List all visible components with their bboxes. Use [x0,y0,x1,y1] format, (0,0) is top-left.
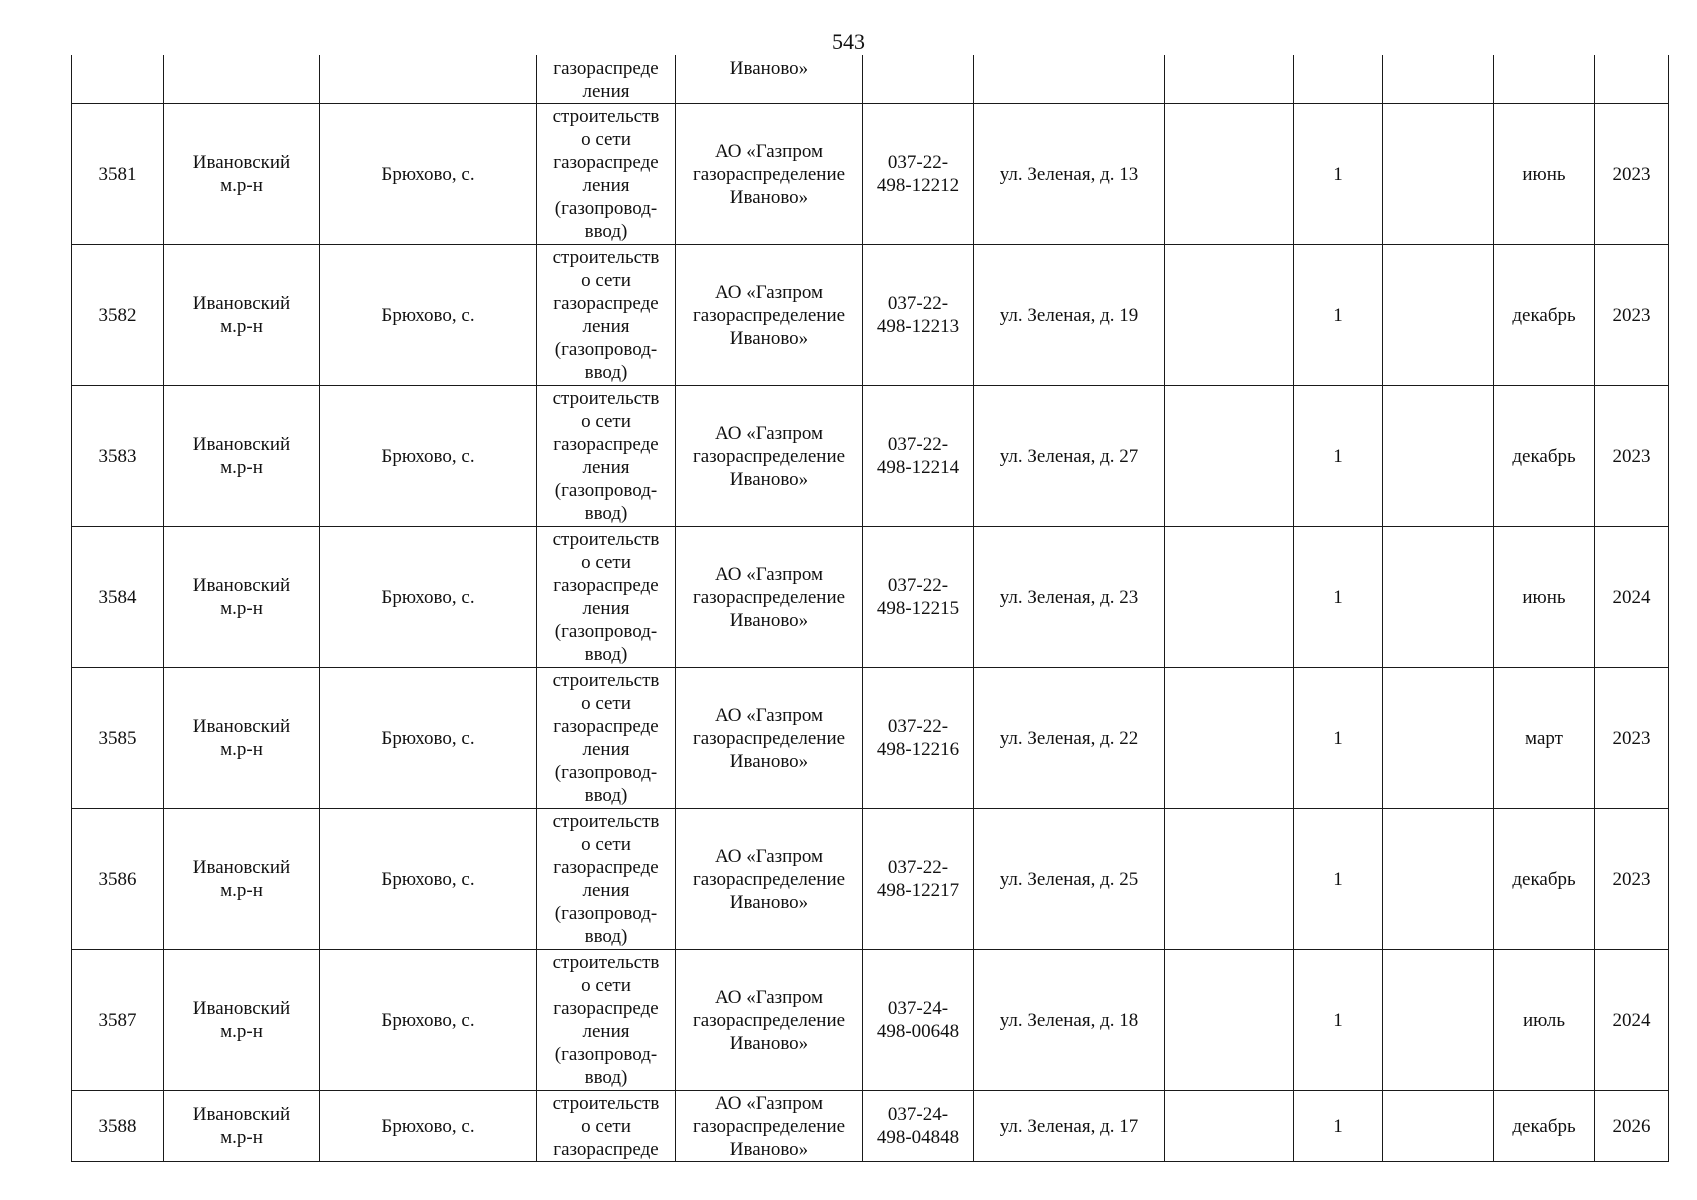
cell-line: строительств [552,670,660,691]
cell-line: 037-22- [887,857,949,878]
cell-line: о сети [581,834,631,855]
cell-text: Брюхово, с. [381,727,475,749]
cell-line: строительств [552,106,660,127]
cell-number [72,1091,164,1162]
cell-line: Иваново» [729,327,809,349]
cell-text: июнь [1522,586,1566,608]
cell-line: ввод) [584,221,628,242]
cell-line: (газопровод- [554,339,658,360]
cell-line: газораспреде [553,434,659,455]
cell-line: 037-22- [887,716,949,737]
cell-locality [320,950,537,1091]
cell-month [1494,668,1595,809]
cell-text: 1 [1333,163,1343,185]
cell-empty [1383,104,1494,245]
cell-district [164,809,320,950]
cell-line: м.р-н [220,175,263,196]
cell-district [164,55,320,104]
cell-text: ул. Зеленая, д. 25 [999,868,1139,890]
table-row [72,386,1669,527]
cell-quantity [1294,55,1383,104]
cell-text: ул. Зеленая, д. 18 [999,1009,1139,1031]
cell-empty [1383,809,1494,950]
cell-empty [1383,668,1494,809]
cell-text: ул. Зеленая, д. 19 [999,304,1139,326]
cell-locality [320,668,537,809]
cell-line: газораспределение [692,1115,846,1137]
cell-organization [676,55,863,104]
cell-text: 3583 [98,445,137,467]
cell-district [164,950,320,1091]
cell-line: (газопровод- [554,762,658,783]
cell-line: газораспределение [692,586,846,608]
cell-line: (газопровод- [554,903,658,924]
cell-line: АО «Газпром [714,281,824,303]
cell-line: газораспреде [553,1138,659,1160]
cell-line: АО «Газпром [714,845,824,867]
cell-year [1595,386,1669,527]
cell-number [72,386,164,527]
cell-text: декабрь [1512,1115,1576,1137]
cell-text: 3586 [98,868,137,890]
cell-text: Брюхово, с. [381,445,475,467]
cell-organization [676,1091,863,1162]
cell-empty [1383,527,1494,668]
cell-code [863,55,974,104]
cell-empty [1165,527,1294,668]
cell-line: Иваново» [729,609,809,631]
cell-text: ул. Зеленая, д. 22 [999,727,1139,749]
cell-code [863,1091,974,1162]
cell-text: 1 [1333,445,1343,467]
cell-line: газораспределение [692,163,846,185]
cell-line: Иваново» [729,1032,809,1054]
cell-empty [1165,668,1294,809]
cell-line: ления [582,175,630,196]
cell-year [1595,950,1669,1091]
cell-line: Ивановский [192,998,291,1019]
cell-number [72,527,164,668]
cell-month [1494,950,1595,1091]
cell-line: м.р-н [220,316,263,337]
cell-district [164,386,320,527]
cell-year [1595,809,1669,950]
cell-work-type [537,245,676,386]
cell-line: (газопровод- [554,621,658,642]
cell-empty [1383,55,1494,104]
cell-line: АО «Газпром [714,563,824,585]
cell-address [974,668,1165,809]
cell-code [863,245,974,386]
cell-text: 1 [1333,586,1343,608]
cell-text: Брюхово, с. [381,304,475,326]
cell-code [863,809,974,950]
cell-line: ления [582,1021,630,1042]
cell-line: газораспреде [553,716,659,737]
cell-code [863,527,974,668]
cell-text: март [1525,727,1563,749]
cell-number [72,668,164,809]
cell-line: 498-12212 [876,175,960,196]
cell-number [72,950,164,1091]
cell-text: Брюхово, с. [381,163,475,185]
cell-line: 037-24- [887,1104,949,1125]
table-row [72,104,1669,245]
cell-year [1595,55,1669,104]
cell-line: м.р-н [220,598,263,619]
cell-district [164,104,320,245]
cell-locality [320,527,537,668]
cell-line: ления [582,316,630,337]
cell-month [1494,809,1595,950]
cell-locality [320,1091,537,1162]
cell-text: 1 [1333,727,1343,749]
cell-text: 1 [1333,1115,1343,1137]
cell-text: 3585 [98,727,137,749]
cell-line: 498-12216 [876,739,960,760]
cell-text: 3582 [98,304,137,326]
cell-empty [1165,809,1294,950]
cell-text: 2023 [1612,163,1651,185]
cell-locality [320,104,537,245]
cell-locality [320,245,537,386]
cell-line: о сети [581,693,631,714]
cell-line: газораспреде [553,293,659,314]
cell-work-type [537,104,676,245]
cell-empty [1383,245,1494,386]
cell-line: Ивановский [192,575,291,596]
cell-line: газораспределение [692,304,846,326]
cell-line: м.р-н [220,739,263,760]
cell-line: о сети [581,411,631,432]
cell-line: Ивановский [192,293,291,314]
cell-quantity [1294,245,1383,386]
cell-line: м.р-н [220,1127,263,1148]
cell-line: газораспределение [692,727,846,749]
cell-text: ул. Зеленая, д. 13 [999,163,1139,185]
cell-number [72,809,164,950]
cell-line: АО «Газпром [714,704,824,726]
cell-text: 2024 [1612,586,1651,608]
cell-work-type [537,950,676,1091]
cell-line: о сети [581,129,631,150]
cell-text: Брюхово, с. [381,1115,475,1137]
table-body [72,55,1669,1162]
cell-text: 3584 [98,586,137,608]
cell-month [1494,386,1595,527]
cell-text: 2023 [1612,727,1651,749]
cell-line: газораспреде [553,575,659,596]
cell-line: (газопровод- [554,1044,658,1065]
cell-locality [320,55,537,104]
cell-line: 037-22- [887,293,949,314]
cell-text: 1 [1333,868,1343,890]
cell-text: 2023 [1612,445,1651,467]
cell-year [1595,245,1669,386]
cell-line: ввод) [584,362,628,383]
cell-line: АО «Газпром [714,1092,824,1114]
cell-empty [1383,950,1494,1091]
cell-line: м.р-н [220,457,263,478]
cell-empty [1165,386,1294,527]
cell-year [1595,668,1669,809]
cell-line: 037-24- [887,998,949,1019]
cell-line: газораспреде [553,998,659,1019]
cell-work-type [537,55,676,104]
cell-line: Иваново» [729,468,809,490]
cell-empty [1383,1091,1494,1162]
cell-empty [1165,55,1294,104]
cell-address [974,55,1165,104]
cell-line: о сети [581,270,631,291]
cell-work-type [537,527,676,668]
cell-text: Брюхово, с. [381,586,475,608]
cell-line: (газопровод- [554,198,658,219]
cell-text: июль [1522,1009,1566,1031]
cell-line: АО «Газпром [714,986,824,1008]
cell-organization [676,950,863,1091]
cell-line: ления [582,81,630,102]
cell-quantity [1294,950,1383,1091]
table-row [72,1091,1669,1162]
table-row-continued [72,55,1669,104]
cell-line: ления [582,598,630,619]
cell-district [164,527,320,668]
cell-organization [676,386,863,527]
cell-address [974,104,1165,245]
cell-organization [676,668,863,809]
cell-code [863,668,974,809]
cell-month [1494,55,1595,104]
cell-organization [676,809,863,950]
cell-quantity [1294,386,1383,527]
cell-line: 498-12214 [876,457,960,478]
cell-line: газораспреде [553,58,659,79]
cell-text: декабрь [1512,868,1576,890]
cell-text: июнь [1522,163,1566,185]
cell-line: строительств [552,952,660,973]
cell-line: Ивановский [192,1104,291,1125]
cell-line: 037-22- [887,152,949,173]
cell-quantity [1294,809,1383,950]
cell-address [974,386,1165,527]
cell-line: ввод) [584,785,628,806]
cell-code [863,386,974,527]
cell-empty [1165,950,1294,1091]
cell-code [863,950,974,1091]
cell-line: Ивановский [192,857,291,878]
cell-month [1494,245,1595,386]
cell-line: АО «Газпром [714,422,824,444]
cell-address [974,950,1165,1091]
cell-work-type [537,1091,676,1162]
cell-year [1595,527,1669,668]
cell-locality [320,809,537,950]
cell-line: Ивановский [192,152,291,173]
cell-line: газораспреде [553,152,659,173]
cell-text: 3588 [98,1115,137,1137]
cell-line: 498-12217 [876,880,960,901]
cell-text: Брюхово, с. [381,868,475,890]
cell-line: ления [582,739,630,760]
cell-line: строительств [552,1092,660,1114]
cell-line: (газопровод- [554,480,658,501]
cell-text: 1 [1333,1009,1343,1031]
cell-line: газораспреде [553,857,659,878]
table-row [72,527,1669,668]
cell-text: декабрь [1512,445,1576,467]
cell-address [974,245,1165,386]
cell-line: о сети [581,975,631,996]
cell-text: 1 [1333,304,1343,326]
cell-empty [1165,104,1294,245]
cell-month [1494,1091,1595,1162]
cell-work-type [537,668,676,809]
cell-number [72,245,164,386]
cell-text: 2024 [1612,1009,1651,1031]
cell-year [1595,104,1669,245]
cell-organization [676,527,863,668]
cell-text: 2023 [1612,868,1651,890]
cell-empty [1383,386,1494,527]
cell-line: м.р-н [220,1021,263,1042]
cell-line: АО «Газпром [714,140,824,162]
page-number: 543 [832,29,865,54]
cell-line: Ивановский [192,716,291,737]
cell-line: газораспределение [692,445,846,467]
table-row [72,950,1669,1091]
cell-line: Иваново» [729,1138,809,1160]
cell-line: строительств [552,388,660,409]
cell-line: 037-22- [887,434,949,455]
cell-month [1494,104,1595,245]
cell-line: газораспределение [692,1009,846,1031]
cell-line: ввод) [584,1067,628,1088]
cell-month [1494,527,1595,668]
cell-quantity [1294,1091,1383,1162]
table-row [72,668,1669,809]
cell-quantity [1294,104,1383,245]
cell-line: ввод) [584,926,628,947]
cell-address [974,1091,1165,1162]
cell-line: Иваново» [729,750,809,772]
cell-number [72,55,164,104]
cell-line: строительств [552,247,660,268]
cell-line: 498-12213 [876,316,960,337]
cell-district [164,245,320,386]
cell-line: о сети [581,552,631,573]
cell-line: строительств [552,811,660,832]
cell-text: ул. Зеленая, д. 27 [999,445,1139,467]
cell-line: 498-00648 [876,1021,960,1042]
cell-work-type [537,809,676,950]
cell-work-type [537,386,676,527]
cell-locality [320,386,537,527]
cell-organization [676,104,863,245]
cell-address [974,527,1165,668]
cell-line: о сети [581,1115,631,1137]
cell-line: Ивановский [192,434,291,455]
cell-line: газораспределение [692,868,846,890]
cell-text: 2023 [1612,304,1651,326]
cell-text: 2026 [1612,1115,1651,1137]
cell-line: Иваново» [729,58,809,79]
cell-district [164,1091,320,1162]
cell-line: 037-22- [887,575,949,596]
cell-code [863,104,974,245]
cell-quantity [1294,527,1383,668]
cell-district [164,668,320,809]
table-row [72,809,1669,950]
cell-line: Иваново» [729,891,809,913]
cell-organization [676,245,863,386]
table-row [72,245,1669,386]
cell-line: ввод) [584,503,628,524]
cell-text: ул. Зеленая, д. 23 [999,586,1139,608]
gas-network-table [71,55,1669,1162]
cell-line: ления [582,457,630,478]
cell-year [1595,1091,1669,1162]
cell-empty [1165,245,1294,386]
cell-line: м.р-н [220,880,263,901]
cell-line: 498-04848 [876,1127,960,1148]
cell-line: строительств [552,529,660,550]
cell-line: ввод) [584,644,628,665]
cell-line: 498-12215 [876,598,960,619]
cell-line: ления [582,880,630,901]
cell-text: Брюхово, с. [381,1009,475,1031]
cell-number [72,104,164,245]
cell-quantity [1294,668,1383,809]
cell-line: Иваново» [729,186,809,208]
cell-empty [1165,1091,1294,1162]
cell-text: декабрь [1512,304,1576,326]
cell-text: ул. Зеленая, д. 17 [999,1115,1139,1137]
cell-text: 3581 [98,163,137,185]
cell-text: 3587 [98,1009,137,1031]
cell-address [974,809,1165,950]
